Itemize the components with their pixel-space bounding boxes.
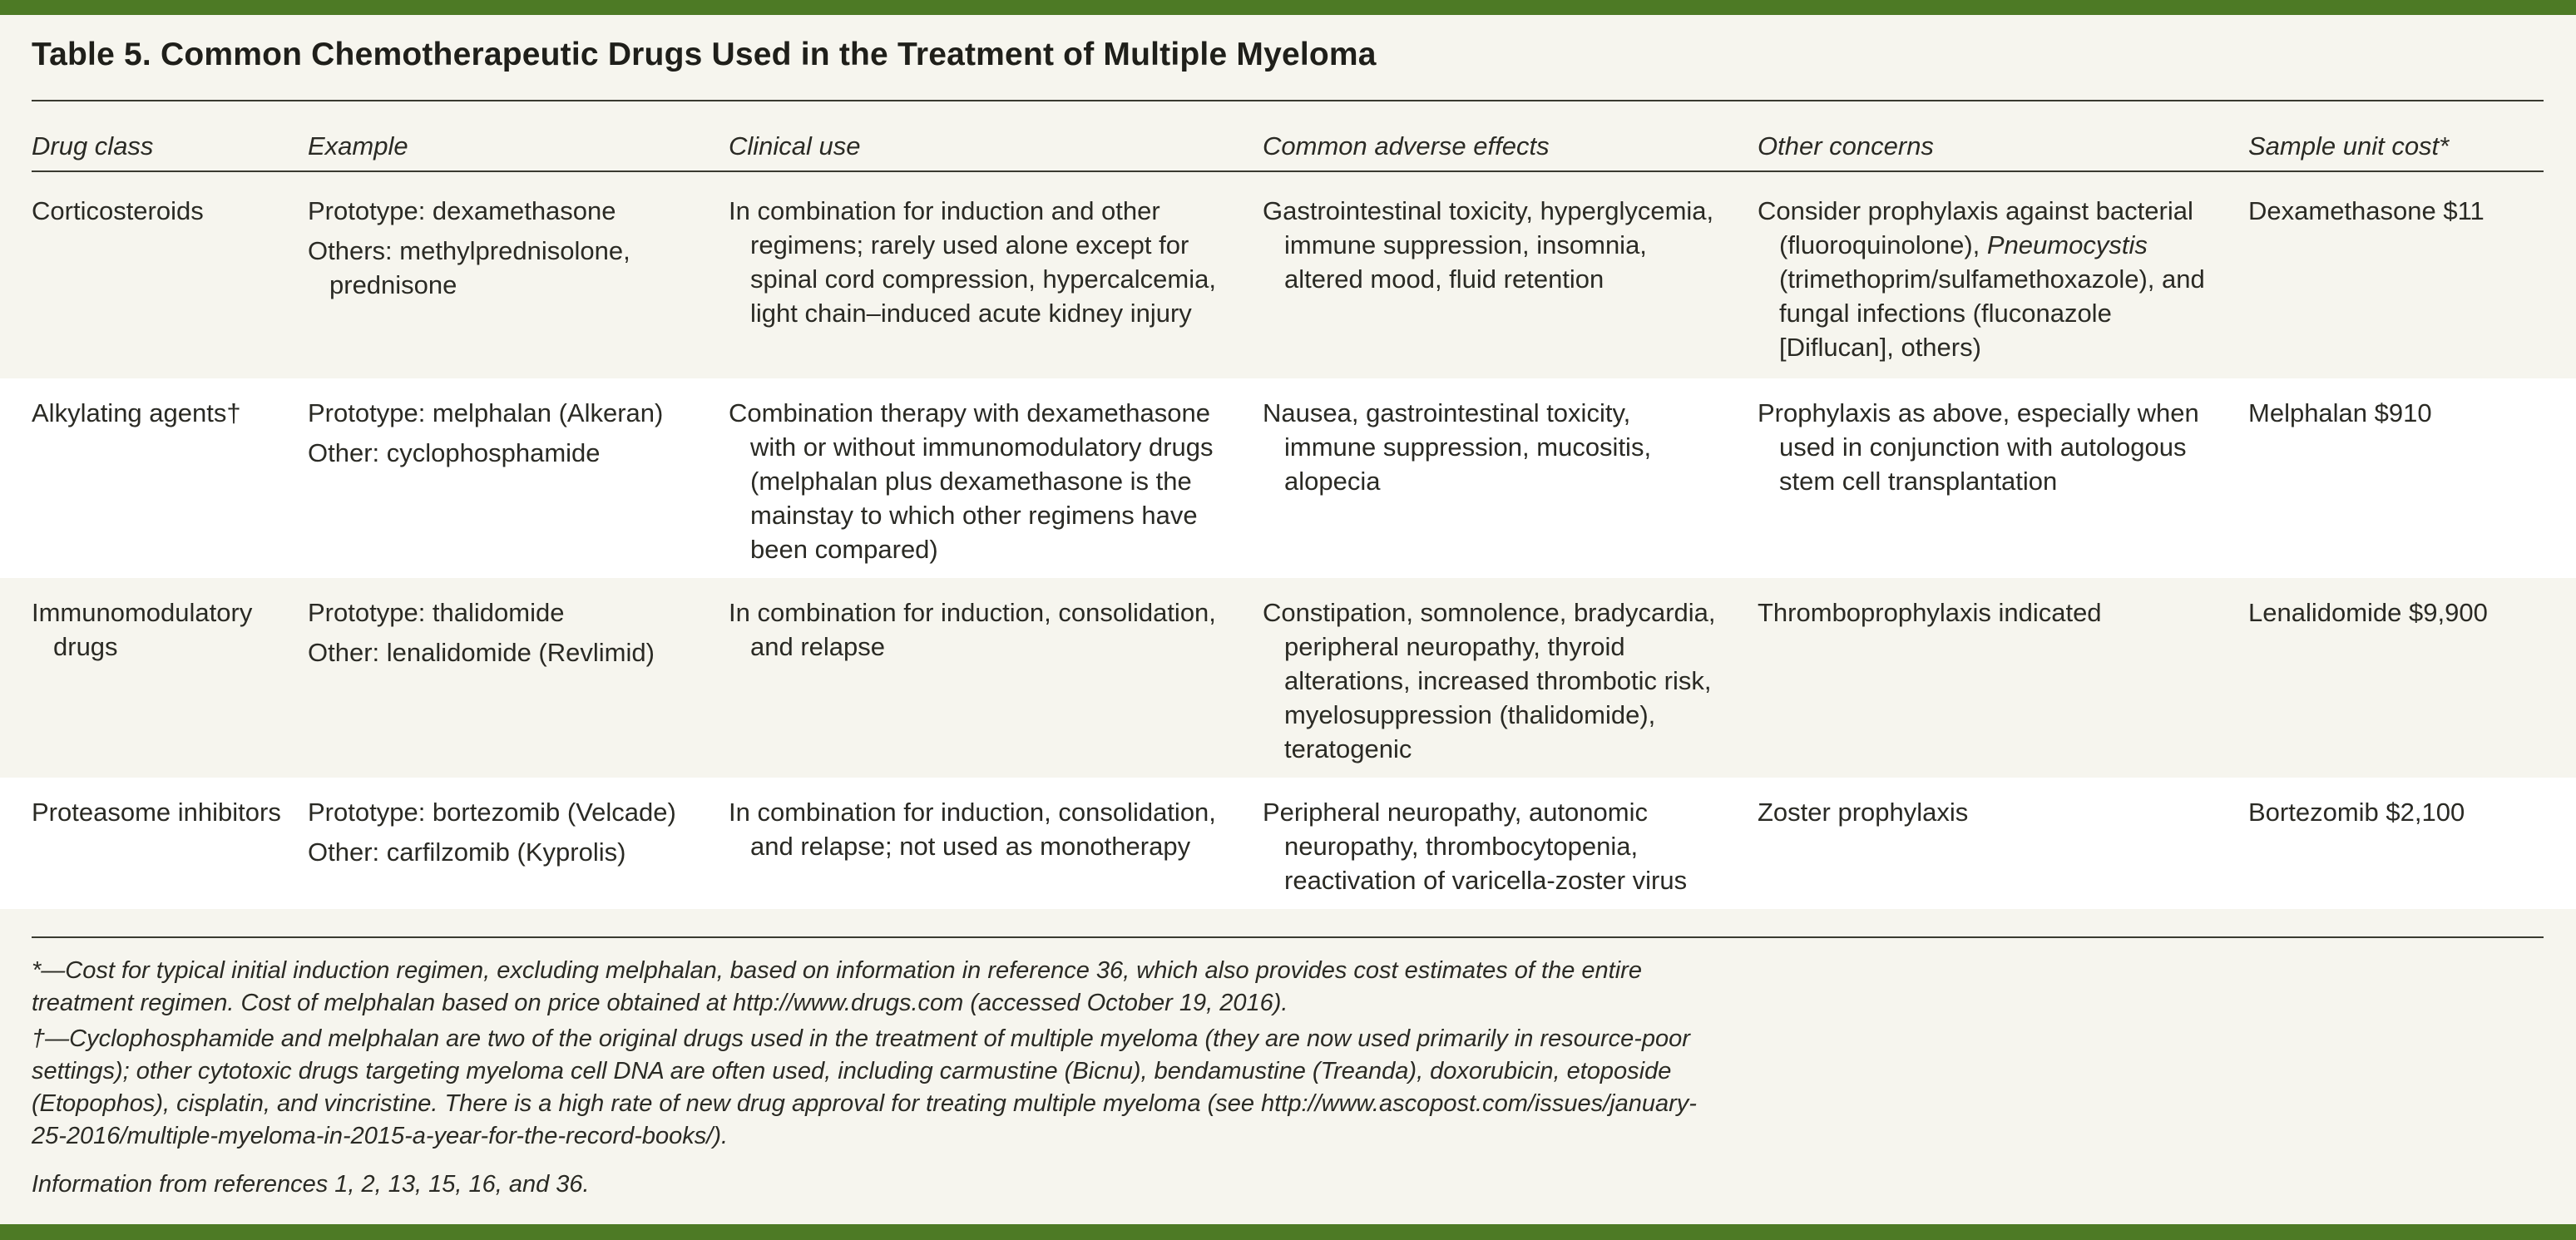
header-unit-cost: Sample unit cost* bbox=[2248, 131, 2450, 161]
other-concerns-cell: Zoster prophylaxis bbox=[1758, 798, 1969, 827]
footnote-rule bbox=[32, 936, 2544, 938]
header-adverse-effects: Common adverse effects bbox=[1263, 131, 1550, 161]
cost-cell: Lenalidomide $9,900 bbox=[2248, 598, 2488, 627]
header-other-concerns: Other concerns bbox=[1758, 131, 1934, 161]
other-concerns-cell: Thromboprophylaxis indicated bbox=[1758, 598, 2102, 627]
example-cell: Prototype: melphalan (Alkeran) Other: cyclophosphamide bbox=[308, 398, 664, 467]
drug-class-cell: Corticosteroids bbox=[32, 196, 204, 225]
adverse-effects-cell: Constipation, somnolence, bradycardia, peripheral neuropathy, thyroid alterations, increased thrombotic risk, myelosuppression (thalidomide), teratogenic bbox=[1263, 598, 1716, 763]
cost-cell: Melphalan $910 bbox=[2248, 398, 2432, 427]
adverse-effects-cell: Peripheral neuropathy, autonomic neuropathy, thrombocytopenia, reactivation of varicella-zoster virus bbox=[1263, 798, 1688, 895]
other-concerns-cell: Prophylaxis as above, especially when used in conjunction with autologous stem cell transplantation bbox=[1758, 398, 2199, 496]
clinical-use-cell: In combination for induction, consolidation, and relapse bbox=[729, 598, 1216, 661]
example-cell: Prototype: bortezomib (Velcade) Other: carfilzomib (Kyprolis) bbox=[308, 798, 676, 867]
clinical-use-cell: In combination for induction and other regimens; rarely used alone except for spinal cord compression, hypercalcemia, light chain–induced acute kidney injury bbox=[729, 196, 1216, 328]
clinical-use-cell: In combination for induction, consolidation, and relapse; not used as monotherapy bbox=[729, 798, 1216, 861]
adverse-effects-cell: Nausea, gastrointestinal toxicity, immune suppression, mucositis, alopecia bbox=[1263, 398, 1652, 496]
footnote-cost: *—Cost for typical initial induction regimen, excluding melphalan, based on information in reference 36, which also provides cost estimates of the entire treatment regimen. Cost of melphalan based on price obtained at http://www.drugs.com (accessed October 19, 2016). bbox=[32, 957, 1642, 1016]
header-clinical-use: Clinical use bbox=[729, 131, 861, 161]
table-title: Table 5. Common Chemotherapeutic Drugs Used in the Treatment of Multiple Myeloma bbox=[32, 37, 1377, 72]
drug-class-cell: Proteasome inhibitors bbox=[32, 798, 281, 827]
footnote-dagger: †—Cyclophosphamide and melphalan are two of the original drugs used in the treatment of multiple myeloma (they are now used primarily in resource-poor settings); other cytotoxic drugs targeting myeloma cell DNA are often used, including carmustine (Bicnu), bendamustine (Treanda), doxorubicin, etoposide (Etopophos), cisplatin, and vincristine. There is a high rate of new drug approval for treating multiple myeloma (see http://www.ascopost.com/issues/january-25-2016/multiple-myeloma-in-2015-a-year-for-the-record-books/). bbox=[32, 1025, 1697, 1149]
other-concerns-cell: Consider prophylaxis against bacterial (fluoroquinolone), Pneumocystis (trimethoprim/sulfamethoxazole), and fungal infections (fluconazole [Diflucan], others) bbox=[1758, 196, 2205, 362]
bottom-accent-bar bbox=[0, 1224, 2576, 1240]
cost-cell: Bortezomib $2,100 bbox=[2248, 798, 2465, 827]
header-drug-class: Drug class bbox=[32, 131, 154, 161]
drug-class-cell: Alkylating agents† bbox=[32, 398, 241, 427]
adverse-effects-cell: Gastrointestinal toxicity, hyperglycemia, immune suppression, insomnia, altered mood, fluid retention bbox=[1263, 196, 1714, 294]
drug-class-cell: Immunomodulatory drugs bbox=[32, 598, 253, 661]
example-cell: Prototype: thalidomide Other: lenalidomide (Revlimid) bbox=[308, 598, 655, 667]
title-rule bbox=[32, 100, 2544, 101]
table-row bbox=[0, 378, 2576, 578]
clinical-use-cell: Combination therapy with dexamethasone with or without immunomodulatory drugs (melphalan plus dexamethasone is the mainstay to which other regimens have been compared) bbox=[729, 398, 1214, 564]
example-cell: Prototype: dexamethasone Others: methylprednisolone, prednisone bbox=[308, 196, 630, 299]
table-row bbox=[0, 778, 2576, 909]
table-row bbox=[0, 578, 2576, 778]
header-example: Example bbox=[308, 131, 408, 161]
top-accent-bar bbox=[0, 0, 2576, 15]
cost-cell: Dexamethasone $11 bbox=[2248, 196, 2485, 225]
footnote-source: Information from references 1, 2, 13, 15, 16, and 36. bbox=[32, 1171, 590, 1198]
table-row bbox=[0, 172, 2576, 378]
